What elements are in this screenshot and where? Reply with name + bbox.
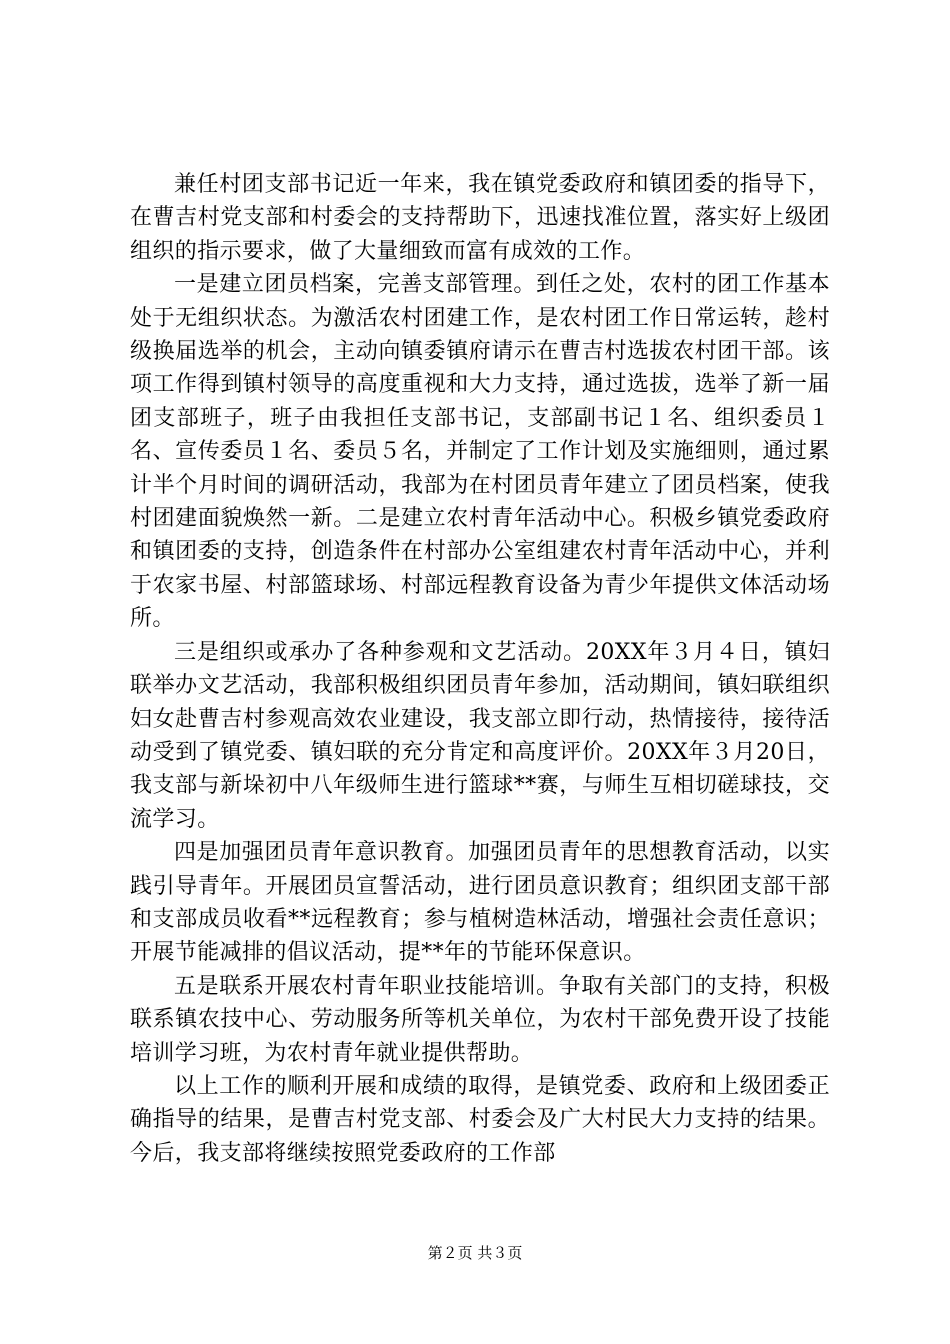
paragraph: 五是联系开展农村青年职业技能培训。争取有关部门的支持，积极联系镇农技中心、劳动服务所等机关单位，为农村干部免费开设了技能培训学习班，为农村青年就业提供帮助。 xyxy=(130,973,830,1066)
page-number-footer: 第２页 共３页 xyxy=(427,1244,523,1262)
paragraph: 一是建立团员档案，完善支部管理。到任之处，农村的团工作基本处于无组织状态。为激活农村团建工作，是农村团工作日常运转，趁村级换届选举的机会，主动向镇委镇府请示在曹吉村选拔农村团干部。该项工作得到镇村领导的高度重视和大力支持，通过选拔，选举了新一届团支部班子，班子由我担任支部书记，支部副书记１名、组织委员１名、宣传委员１名、委员５名，并制定了工作计划及实施细则，通过累计半个月时间的调研活动，我部为在村团员青年建立了团员档案，使我村团建面貌焕然一新。二是建立农村青年活动中心。积极乡镇党委政府和镇团委的支持，创造条件在村部办公室组建农村青年活动中心，并利于农家书屋、村部篮球场、村部远程教育设备为青少年提供文体活动场所。 xyxy=(130,272,830,632)
paragraph: 四是加强团员青年意识教育。加强团员青年的思想教育活动，以实践引导青年。开展团员宣誓活动，进行团员意识教育；组织团支部干部和支部成员收看**远程教育；参与植树造林活动，增强社会责任意识；开展节能减排的倡议活动，提**年的节能环保意识。 xyxy=(130,840,830,966)
document-body xyxy=(130,168,830,1170)
paragraph: 三是组织或承办了各种参观和文艺活动。20XX年３月４日，镇妇联举办文艺活动，我部积极组织团员青年参加，活动期间，镇妇联组织妇女赴曹吉村参观高效农业建设，我支部立即行动，热情接待，接待活动受到了镇党委、镇妇联的充分肯定和高度评价。20XX年３月20日，我支部与新垛初中八年级师生进行篮球**赛，与师生互相切磋球技，交流学习。 xyxy=(130,639,830,832)
paragraph: 兼任村团支部书记近一年来，我在镇党委政府和镇团委的指导下，在曹吉村党支部和村委会的支持帮助下，迅速找准位置，落实好上级团组织的指示要求，做了大量细致而富有成效的工作。 xyxy=(130,172,830,264)
paragraph: 以上工作的顺利开展和成绩的取得，是镇党委、政府和上级团委正确指导的结果，是曹吉村党支部、村委会及广大村民大力支持的结果。今后，我支部将继续按照党委政府的工作部 xyxy=(130,1073,830,1166)
